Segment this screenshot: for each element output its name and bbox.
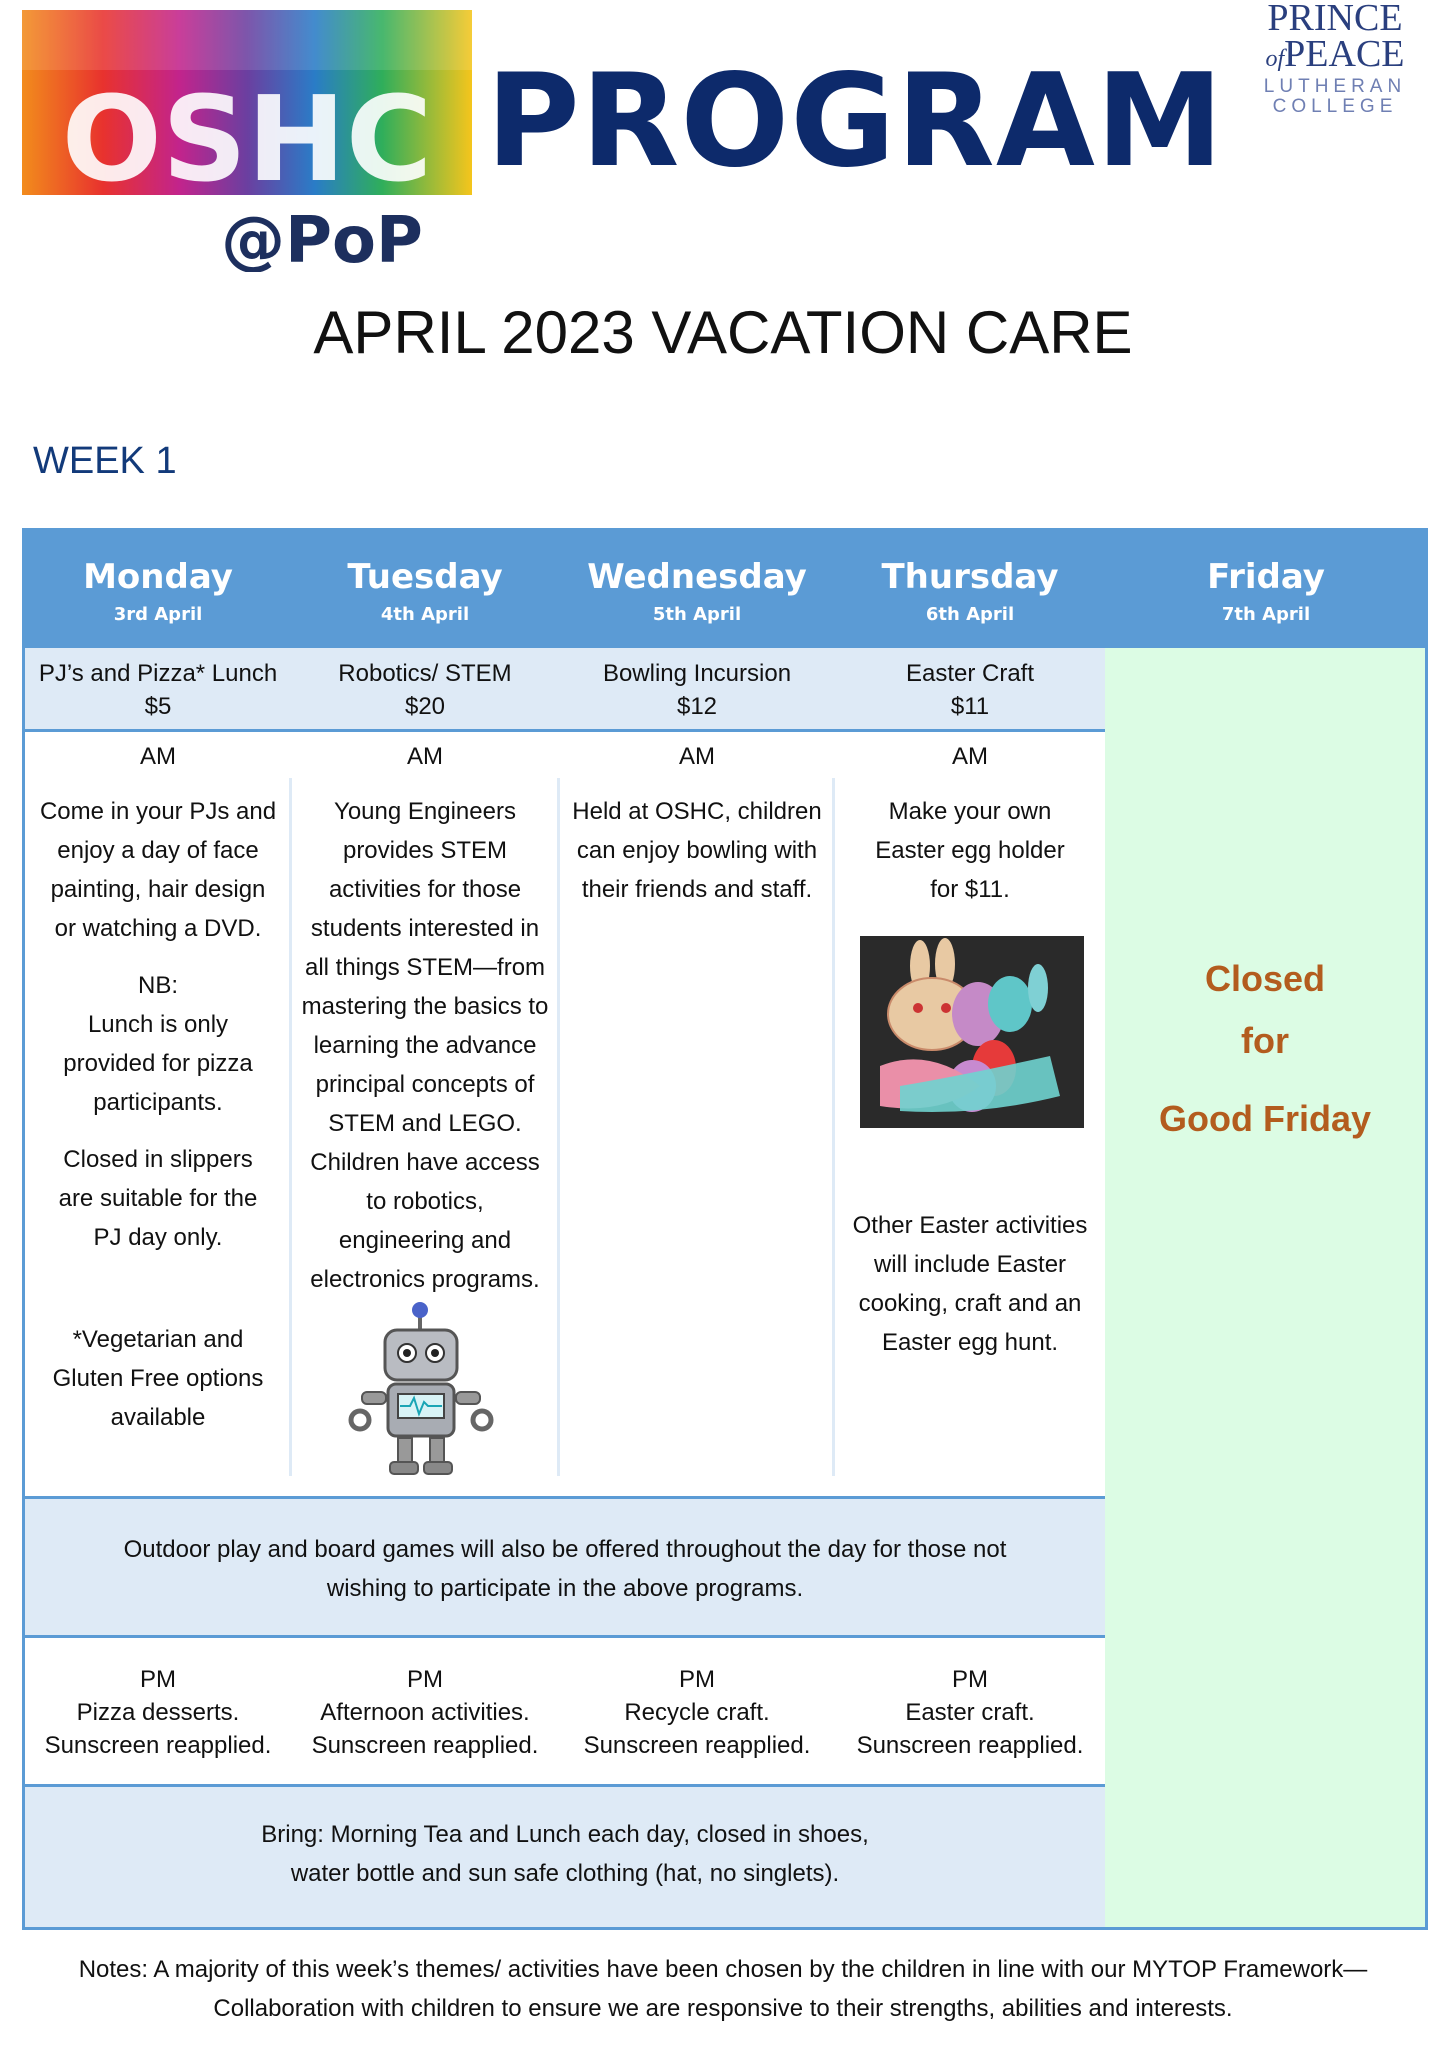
page-subtitle: APRIL 2023 VACATION CARE (313, 299, 1133, 366)
text-line: activities for those (328, 876, 522, 903)
text-line: provides STEM (342, 837, 508, 864)
day-date: 7th April (1221, 604, 1311, 625)
text-line: Lunch is only (87, 1011, 229, 1038)
text-line: Easter craft. (905, 1699, 1035, 1726)
text-line: STEM and LEGO. (328, 1110, 522, 1137)
text-line: Collaboration with children to ensure we are responsive to their strengths, abilities and interests. (213, 1995, 1233, 2022)
pm-label: PM (407, 1666, 443, 1693)
text-line: learning the advance (313, 1032, 537, 1059)
am-label-monday: AM (140, 743, 176, 770)
text-line: cooking, craft and an (858, 1290, 1082, 1317)
text-line: Come in your PJs and (39, 798, 277, 825)
text-line: students interested in (310, 915, 540, 942)
day-name: Wednesday (587, 557, 807, 597)
text-line: provided for pizza (63, 1050, 253, 1077)
oshc-logo (22, 10, 472, 272)
text-line: Outdoor play and board games will also be offered throughout the day for those not (123, 1536, 1007, 1563)
am-label-thursday: AM (952, 743, 988, 770)
text-line: participants. (93, 1089, 223, 1116)
day-name: Thursday (881, 557, 1059, 597)
day-date: 5th April (652, 604, 742, 625)
text-line: or watching a DVD. (54, 915, 262, 942)
text-line: Recycle craft. (624, 1699, 770, 1726)
activity-price: $20 (404, 693, 446, 720)
college-name-line1: PRINCE (1267, 0, 1403, 39)
text-line: Afternoon activities. (320, 1699, 530, 1726)
activity-price: $11 (950, 693, 990, 720)
oshc-logo-graphic (22, 10, 472, 272)
text-line: for $11. (930, 876, 1010, 903)
day-name: Friday (1207, 557, 1325, 597)
activity-title: PJ’s and Pizza* Lunch (38, 660, 278, 687)
text-line: Pizza desserts. (76, 1699, 240, 1726)
schedule-table-border (22, 528, 1428, 1930)
text-line: are suitable for the (58, 1185, 258, 1212)
activity-title: Robotics/ STEM (338, 660, 512, 687)
activity-price: $12 (676, 693, 718, 720)
day-name: Monday (83, 557, 233, 597)
college-name-line4: COLLEGE (1272, 96, 1398, 117)
text-line: painting, hair design (50, 876, 266, 903)
pm-label: PM (140, 1666, 176, 1693)
pm-label: PM (679, 1666, 715, 1693)
text-line: can enjoy bowling with (576, 837, 818, 864)
text-line: Make your own (888, 798, 1052, 825)
text-line: *Vegetarian and (72, 1326, 244, 1353)
pm-label: PM (952, 1666, 988, 1693)
text-line: Good Friday (1158, 1098, 1371, 1139)
college-name-line3: LUTHERAN (1263, 76, 1407, 97)
college-name-prefix: of (1265, 46, 1285, 72)
text-line: Closed (1204, 958, 1326, 999)
am-label-tuesday: AM (407, 743, 443, 770)
day-date: 3rd April (113, 604, 203, 625)
day-date: 4th April (380, 604, 470, 625)
text-line: principal concepts of (315, 1071, 535, 1098)
college-name-line2-text: PEACE (1284, 33, 1405, 75)
activity-price: $5 (144, 693, 172, 720)
text-line: Sunscreen reapplied. (583, 1732, 811, 1759)
text-line: to robotics, (366, 1188, 484, 1215)
text-line: Sunscreen reapplied. (311, 1732, 539, 1759)
week-label: WEEK 1 (33, 440, 177, 482)
logo-text: OSHC (61, 70, 433, 208)
activity-title: Bowling Incursion (602, 660, 792, 687)
footer-notes (30, 1950, 1416, 2028)
text-line: wishing to participate in the above programs. (326, 1575, 804, 1602)
am-label-wednesday: AM (679, 743, 715, 770)
text-line: Sunscreen reapplied. (856, 1732, 1084, 1759)
text-line: water bottle and sun safe clothing (hat, no singlets). (290, 1860, 840, 1887)
activity-title: Easter Craft (905, 660, 1035, 687)
college-logo (1240, 0, 1430, 117)
text-line: Easter egg hunt. (881, 1329, 1059, 1356)
text-line: all things STEM—from (304, 954, 546, 981)
text-line: engineering and (338, 1227, 512, 1254)
text-line: Sunscreen reapplied. (44, 1732, 272, 1759)
text-line: NB: (137, 972, 178, 999)
text-line: mastering the basics to (301, 993, 549, 1020)
day-date: 6th April (925, 604, 1015, 625)
text-line: Bring: Morning Tea and Lunch each day, closed in shoes, (261, 1821, 869, 1848)
page-title: PROGRAM (486, 47, 1225, 196)
text-line: Young Engineers (334, 798, 516, 825)
text-line: Children have access (310, 1149, 540, 1176)
text-line: Notes: A majority of this week’s themes/ activities have been chosen by the children in line with our MYTOP Framework— (78, 1956, 1368, 1983)
text-line: Closed in slippers (63, 1146, 253, 1173)
text-line: Gluten Free options (52, 1365, 264, 1392)
text-line: Other Easter activities (852, 1212, 1088, 1239)
text-line: electronics programs. (310, 1266, 540, 1293)
text-line: for (1241, 1020, 1289, 1061)
logo-subtext: @PoP (221, 204, 423, 272)
text-line: Held at OSHC, children (572, 798, 822, 825)
text-line: available (110, 1404, 206, 1431)
day-name: Tuesday (347, 557, 503, 597)
text-line: will include Easter (873, 1251, 1067, 1278)
text-line: their friends and staff. (581, 876, 813, 903)
text-line: enjoy a day of face (57, 837, 259, 864)
college-name-line2 (1240, 33, 1430, 77)
text-line: Easter egg holder (875, 837, 1065, 864)
text-line: PJ day only. (93, 1224, 223, 1251)
